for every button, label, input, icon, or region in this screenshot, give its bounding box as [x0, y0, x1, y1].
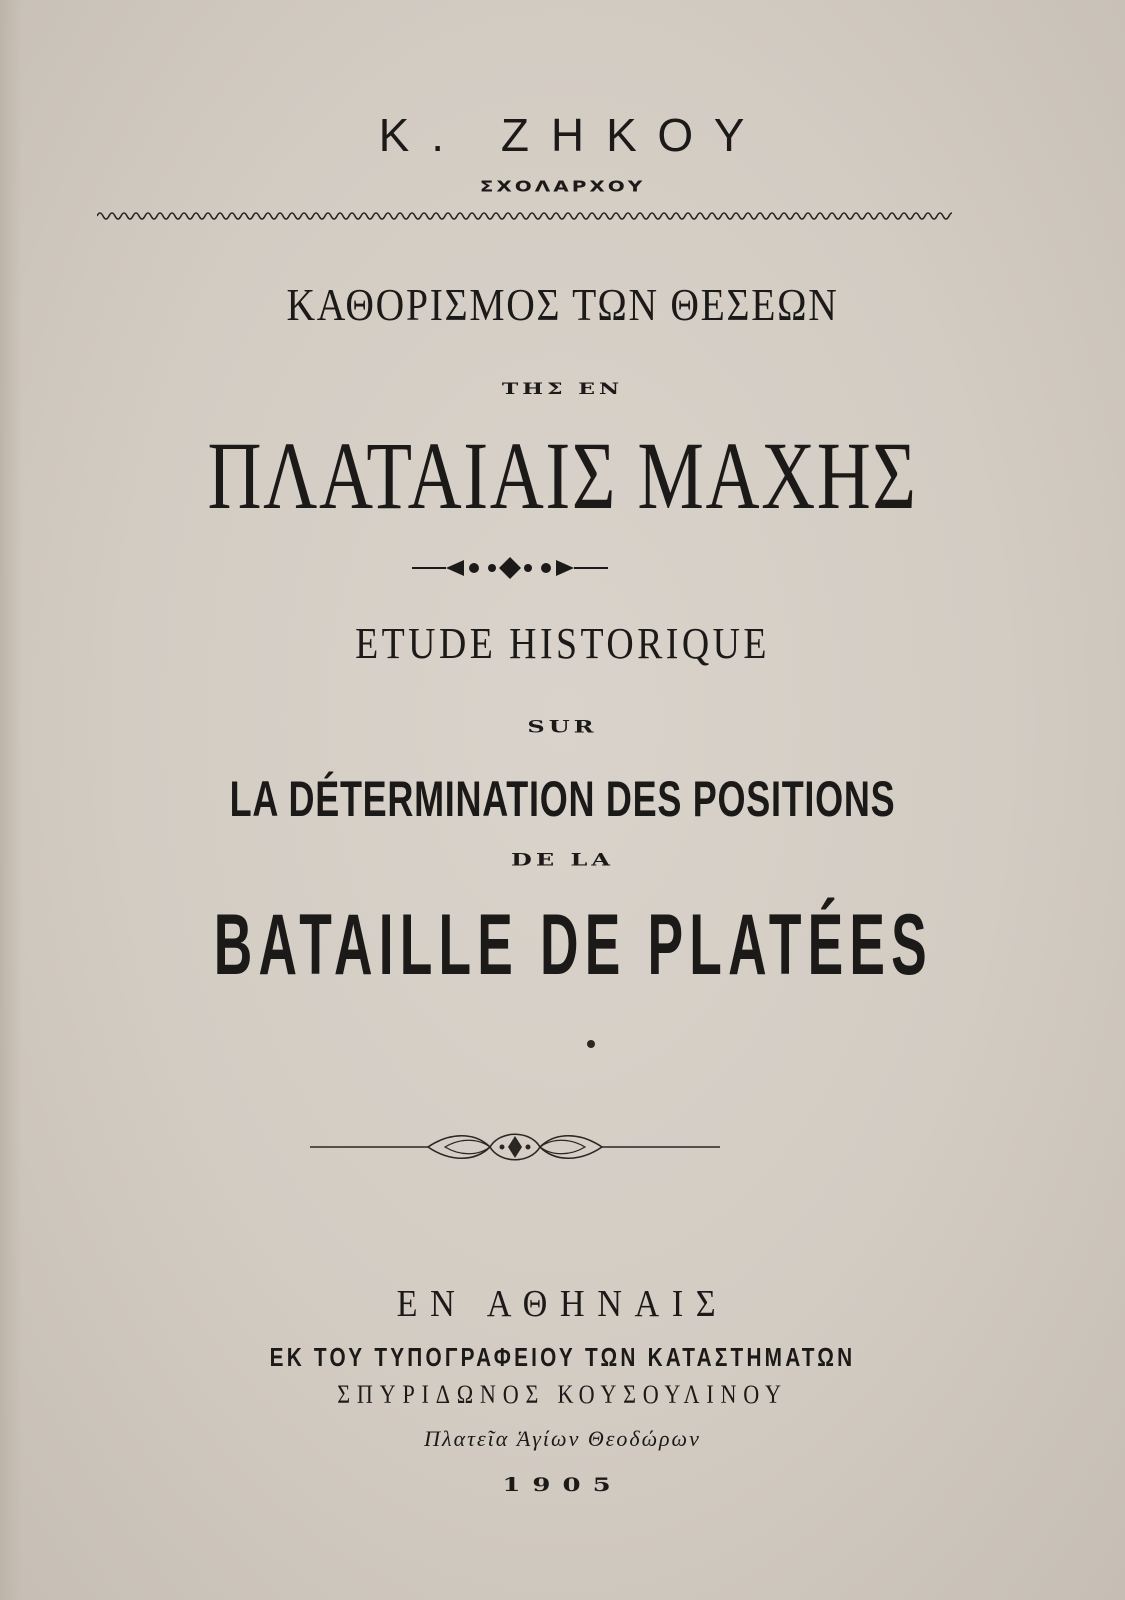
french-title-main: BATAILLE DE PLATÉES [213, 897, 933, 993]
author-name: Κ. ΖΗΚΟΥ [378, 109, 767, 161]
imprint-year: 1905 [502, 1474, 623, 1496]
greek-title-line-2: ΤΗΣ ΕΝ [501, 379, 624, 399]
author-title: ΣΧΟΛΑΡΧΟΥ [479, 177, 646, 195]
french-title-line-1: ETUDE HISTORIQUE [355, 619, 770, 668]
french-title-line-4: DE LA [511, 849, 614, 870]
greek-title-line-1: ΚΑΘΟΡΙΣΜΟΣ ΤΩΝ ΘΕΣΕΩΝ [286, 279, 839, 330]
scroll-rule-ornament [310, 1124, 720, 1170]
ink-dot [587, 1040, 595, 1048]
greek-title-main: ΠΛΑΤΑΙΑΙΣ ΜΑΧΗΣ [207, 422, 918, 529]
french-title-line-2: SUR [527, 716, 598, 737]
imprint-place: ΕΝ ΑΘΗΝΑΙΣ [396, 1283, 729, 1325]
french-title-line-3: LA DÉTERMINATION DES POSITIONS [229, 771, 896, 827]
arrow-dot-ornament [412, 554, 608, 582]
imprint-address: Πλατεῖα Ἁγίων Θεοδώρων [424, 1426, 701, 1451]
wavy-rule-ornament [97, 208, 952, 224]
imprint-printer-line-1: ΕΚ ΤΟΥ ΤΥΠΟΓΡΑΦΕΙΟΥ ΤΩΝ ΚΑΤΑΣΤΗΜΑΤΩΝ [269, 1342, 856, 1372]
imprint-printer-line-2: ΣΠΥΡΙΔΩΝΟΣ ΚΟΥΣΟΥΛΙΝΟΥ [337, 1380, 788, 1409]
